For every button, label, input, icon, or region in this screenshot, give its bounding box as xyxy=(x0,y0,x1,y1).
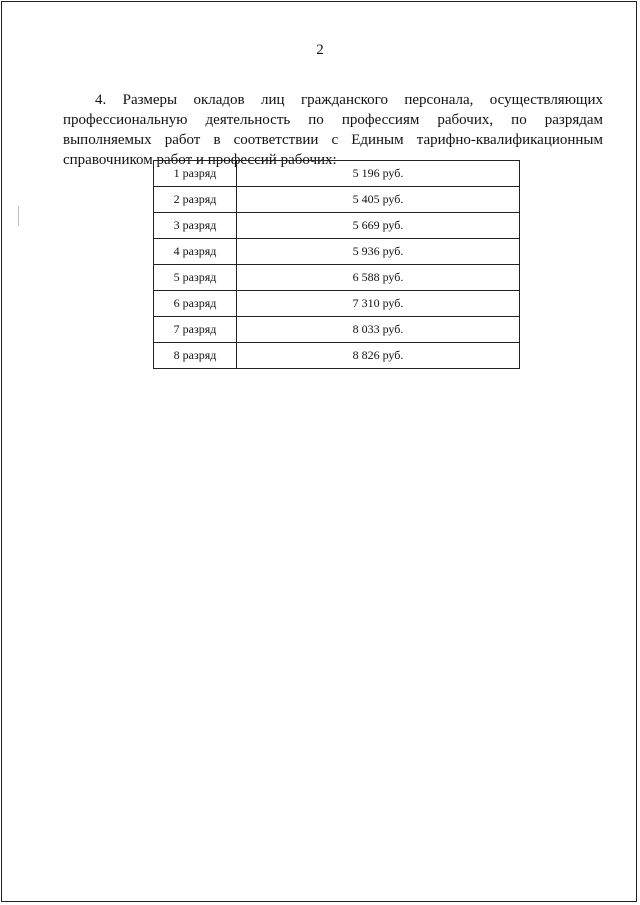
salary-table xyxy=(153,160,520,369)
amount-cell: 5 669 руб. xyxy=(237,213,520,239)
table-row xyxy=(154,343,520,369)
page-number: 2 xyxy=(316,42,324,58)
table-row xyxy=(154,291,520,317)
grade-cell: 2 разряд xyxy=(154,187,237,213)
amount-cell: 5 196 руб. xyxy=(237,161,520,187)
grade-cell: 5 разряд xyxy=(154,265,237,291)
grade-cell: 1 разряд xyxy=(154,161,237,187)
amount-cell: 7 310 руб. xyxy=(237,291,520,317)
grade-cell: 7 разряд xyxy=(154,317,237,343)
table-row xyxy=(154,161,520,187)
grade-cell: 4 разряд xyxy=(154,239,237,265)
scan-artifact xyxy=(18,206,19,226)
amount-cell: 6 588 руб. xyxy=(237,265,520,291)
table-row xyxy=(154,317,520,343)
amount-cell: 8 826 руб. xyxy=(237,343,520,369)
body-paragraph xyxy=(63,90,603,170)
table-row xyxy=(154,187,520,213)
grade-cell: 8 разряд xyxy=(154,343,237,369)
table-row xyxy=(154,265,520,291)
paragraph-text: 4. Размеры окладов лиц гражданского персонала, осуществляющих профессиональную деятельность по профессиям рабочих, по разрядам выполняемых работ в соответствии с Единым тарифно-квалификационным справочником работ и профессий рабочих: xyxy=(63,92,603,168)
grade-cell: 3 разряд xyxy=(154,213,237,239)
amount-cell: 8 033 руб. xyxy=(237,317,520,343)
amount-cell: 5 936 руб. xyxy=(237,239,520,265)
table-row xyxy=(154,239,520,265)
amount-cell: 5 405 руб. xyxy=(237,187,520,213)
table-row xyxy=(154,213,520,239)
grade-cell: 6 разряд xyxy=(154,291,237,317)
